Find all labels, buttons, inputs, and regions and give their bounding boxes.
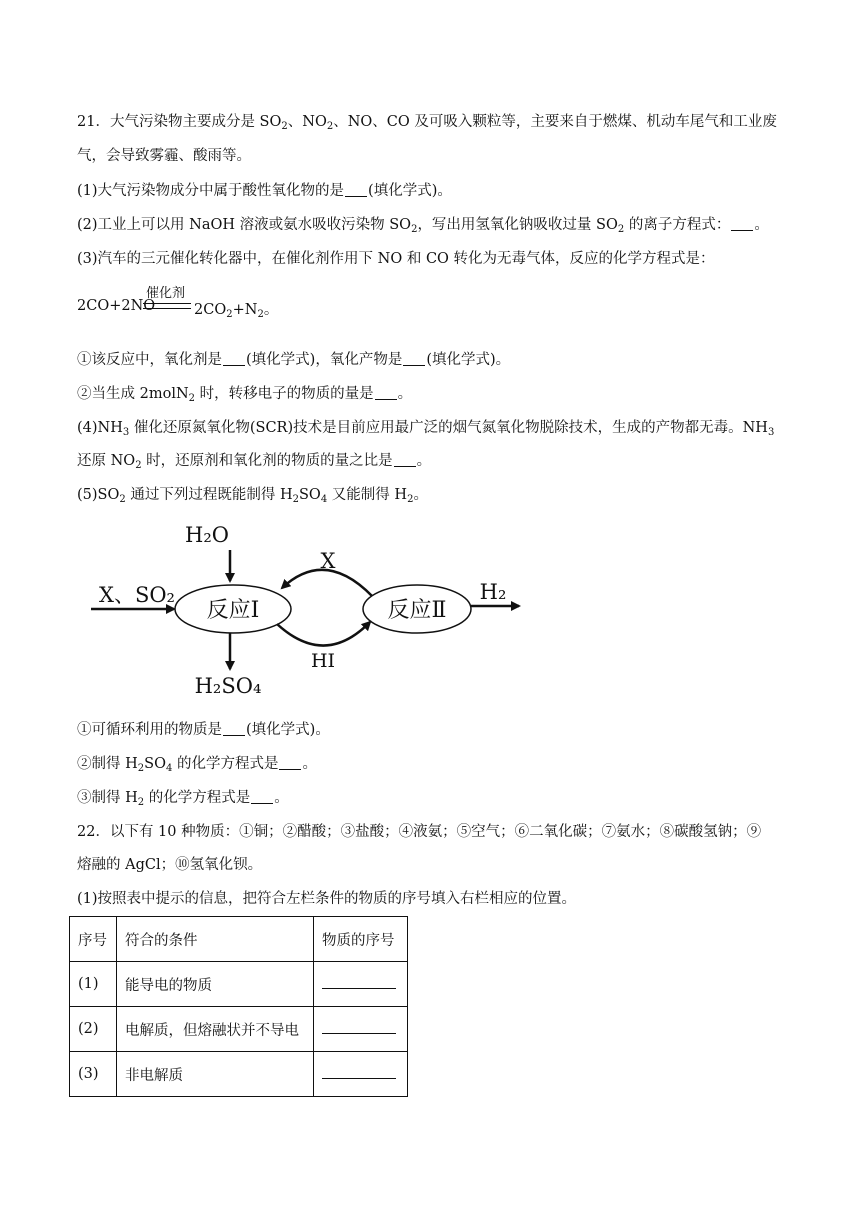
equals-sign [143,303,191,309]
q22-line2: 熔融的 AgCl；⑩氢氧化钡。 [77,857,263,873]
table-row [70,1052,408,1097]
answer-cell[interactable] [314,1007,408,1052]
q21-part3: (3)汽车的三元催化转化器中，在催化剂作用下 NO 和 CO 转化为无毒气体，反应的化学方程式是： [77,251,715,267]
q22-line1: 22．以下有 10 种物质：①铜；②醋酸；③盐酸；④液氨；⑤空气；⑥二氧化碳；⑦氨水；⑧碳酸氢钠；⑨ [77,824,762,840]
q21-part5-3: ③制得 $H_2$ 的化学方程式是 。 [77,790,289,808]
q21-part5-2: ②制得 $H_2SO_4$ 的化学方程式是 。 [77,756,317,774]
q21-part3-2: ②当生成 2molN$_2$ 时，转移电子的物质的量是 。 [77,386,413,404]
answer-blank[interactable] [279,755,301,770]
q21-part2: (2)工业上可以用 NaOH 溶液或氨水吸收污染物 $SO_2$，写出用氢氧化钠吸收过量 $SO_2$ 的离子方程式： 。 [77,217,769,235]
answer-blank[interactable] [394,452,416,467]
header-condition: 符合的条件 [117,917,314,962]
answer-cell[interactable] [314,1052,408,1097]
x-label: X [320,549,336,573]
conditions-table [69,916,408,1097]
q21-part3-1: ①该反应中，氧化剂是 (填化学式)，氧化产物是 (填化学式)。 [77,352,511,368]
x-cycle-arrow [282,570,372,596]
answer-blank[interactable] [322,976,396,989]
reaction-1-label: 反应Ⅰ [206,598,260,623]
answer-blank[interactable] [375,385,397,400]
row-condition: 非电解质 [117,1052,314,1097]
table-row [70,962,408,1007]
row-number: (3) [70,1052,117,1097]
q21-line2: 气，会导致雾霾、酸雨等。 [77,148,251,164]
row-condition: 电解质，但熔融状并不导电 [117,1007,314,1052]
answer-blank[interactable] [251,789,273,804]
answer-blank[interactable] [345,182,367,197]
answer-blank[interactable] [223,721,245,736]
q21-part4-line2: 还原 $NO_2$ 时，还原剂和氧化剂的物质的量之比是 。 [77,453,432,471]
hi-cycle-arrow [277,622,370,646]
water-label: H₂O [185,523,229,547]
q21-part4-line1: $(4)NH_3$ 催化还原氮氧化物(SCR)技术是目前应用最广泛的烟气氮氧化物脱除技术，生成的产物都无毒。$NH_3$ [77,420,775,438]
q21-part1: (1)大气污染物成分中属于酸性氧化物的是 (填化学式)。 [77,183,452,199]
row-condition: 能导电的物质 [117,962,314,1007]
row-number: (2) [70,1007,117,1052]
q21-part5-1: ①可循环利用的物质是 (填化学式)。 [77,722,330,738]
table-row [70,1007,408,1052]
row-number: (1) [70,962,117,1007]
answer-blank[interactable] [322,1066,396,1079]
answer-cell[interactable] [314,962,408,1007]
answer-blank[interactable] [223,351,245,366]
reaction-2-label: 反应Ⅱ [387,598,447,623]
header-number: 序号 [70,917,117,962]
catalyst-condition: 催化剂 [146,286,186,301]
q21-part5: $(5)SO_2$ 通过下列过程既能制得 $H_2SO_4$ 又能制得 $H_2$。 [77,487,428,505]
answer-blank[interactable] [403,351,425,366]
h2-label: H₂ [479,580,507,604]
answer-blank[interactable] [322,1021,396,1034]
hi-label: HI [310,650,336,672]
answer-blank[interactable] [731,216,753,231]
table-header-row [70,917,408,962]
h2so4-label: H₂SO₄ [194,674,262,698]
q22-part1: (1)按照表中提示的信息，把符合左栏条件的物质的序号填入右栏相应的位置。 [77,891,577,907]
input-label: X、SO₂ [99,583,175,607]
header-substance: 物质的序号 [314,917,408,962]
reaction-cycle-diagram [85,518,545,703]
q21-line1: 21．大气污染物主要成分是 $SO_2$、$NO_2$、NO、CO 及可吸入颗粒等，主要来自于燃煤、机动车尾气和工业废 [77,114,777,132]
